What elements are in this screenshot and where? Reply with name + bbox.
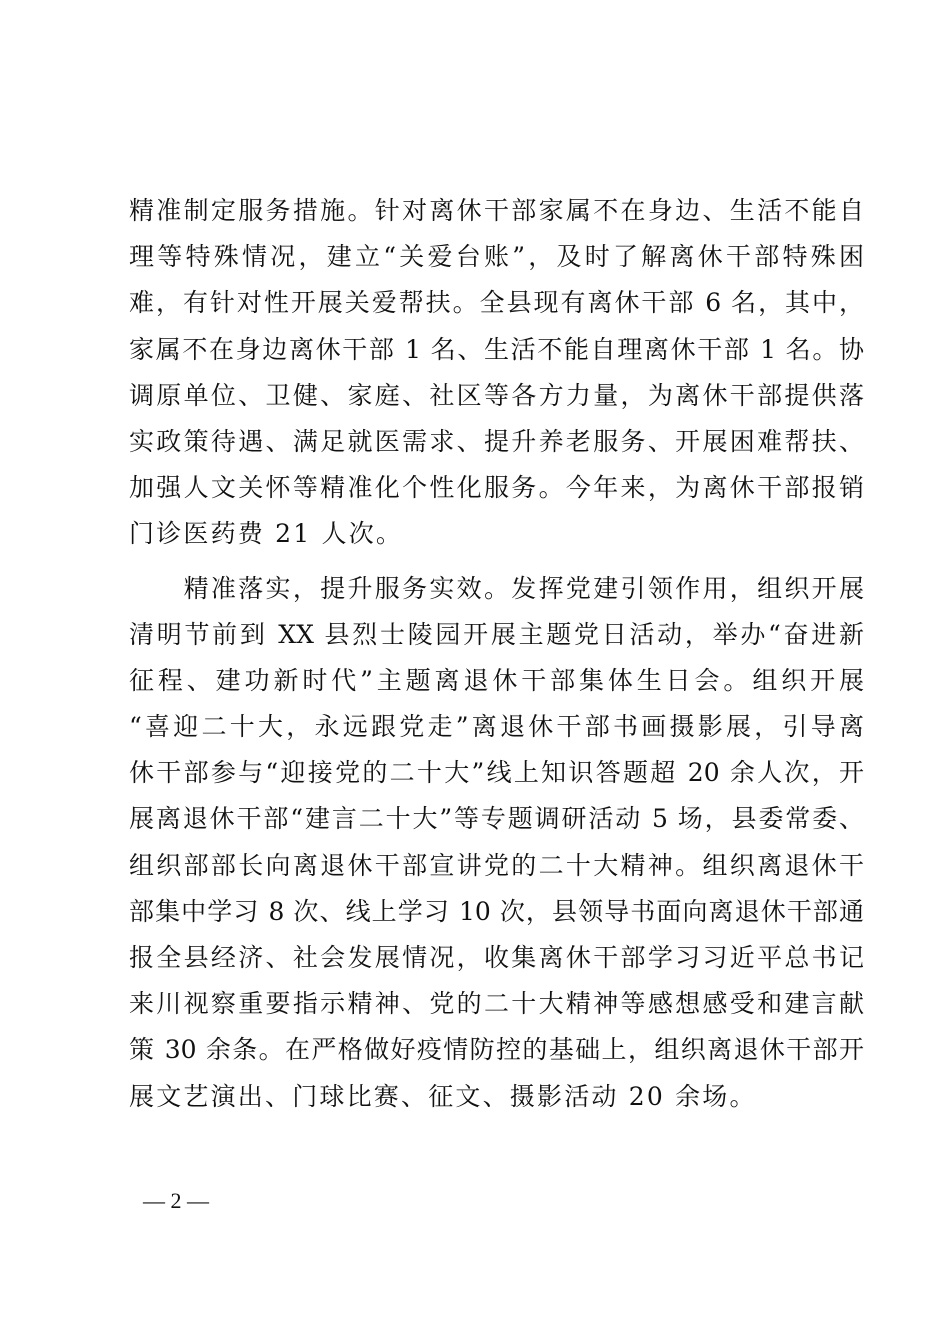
text-line: 门诊医药费 21 人次。 <box>129 519 404 549</box>
text-line: 调原单位、卫健、家庭、社区等各方力量，为离休干部提供落 <box>129 380 864 410</box>
text-line: 报全县经济、社会发展情况，收集离休干部学习习近平总书记 <box>129 943 864 972</box>
text-line: 精准制定服务措施。针对离休干部家属不在身边、生活不能自 <box>129 196 864 225</box>
page-number: — 2 — <box>143 1188 209 1213</box>
text-line: 展文艺演出、门球比赛、征文、摄影活动 20 余场。 <box>129 1081 757 1111</box>
text-line: 家属不在身边离休干部 1 名、生活不能自理离休干部 1 名。协 <box>129 334 864 364</box>
text-line: 理等特殊情况，建立“关爱台账”，及时了解离休干部特殊困 <box>129 242 864 272</box>
text-line: 展离退休干部“建言二十大”等专题调研活动 5 场，县委常委、 <box>129 804 864 834</box>
text-line: 实政策待遇、满足就医需求、提升养老服务、开展困难帮扶、 <box>129 426 864 456</box>
text-line: 精准落实，提升服务实效。发挥党建引领作用，组织开展 <box>129 573 864 603</box>
paragraph-spacer <box>129 558 864 566</box>
text-line: 加强人文关怀等精准化个性化服务。今年来，为离休干部报销 <box>129 473 864 503</box>
text-line: 部集中学习 8 次、线上学习 10 次，县领导书面向离退休干部通 <box>129 896 864 926</box>
paragraph-1 <box>129 188 864 558</box>
text-line: 难，有针对性开展关爱帮扶。全县现有离休干部 6 名，其中， <box>129 288 864 318</box>
body-text <box>129 188 864 1120</box>
text-line: 组织部部长向离退休干部宣讲党的二十大精神。组织离退休干 <box>129 850 864 880</box>
text-line: 来川视察重要指示精神、党的二十大精神等感想感受和建言献 <box>129 989 864 1019</box>
text-line: 休干部参与“迎接党的二十大”线上知识答题超 20 余人次，开 <box>129 758 864 788</box>
text-line: “喜迎二十大，永远跟党走”离退休干部书画摄影展，引导离 <box>129 712 864 742</box>
text-line: 策 30 余条。在严格做好疫情防控的基础上，组织离退休干部开 <box>129 1035 864 1065</box>
text-line: 征程、建功新时代”主题离退休干部集体生日会。组织开展 <box>129 665 864 695</box>
paragraph-2 <box>129 566 864 1120</box>
text-line: 清明节前到 XX 县烈士陵园开展主题党日活动，举办“奋进新 <box>129 619 864 649</box>
